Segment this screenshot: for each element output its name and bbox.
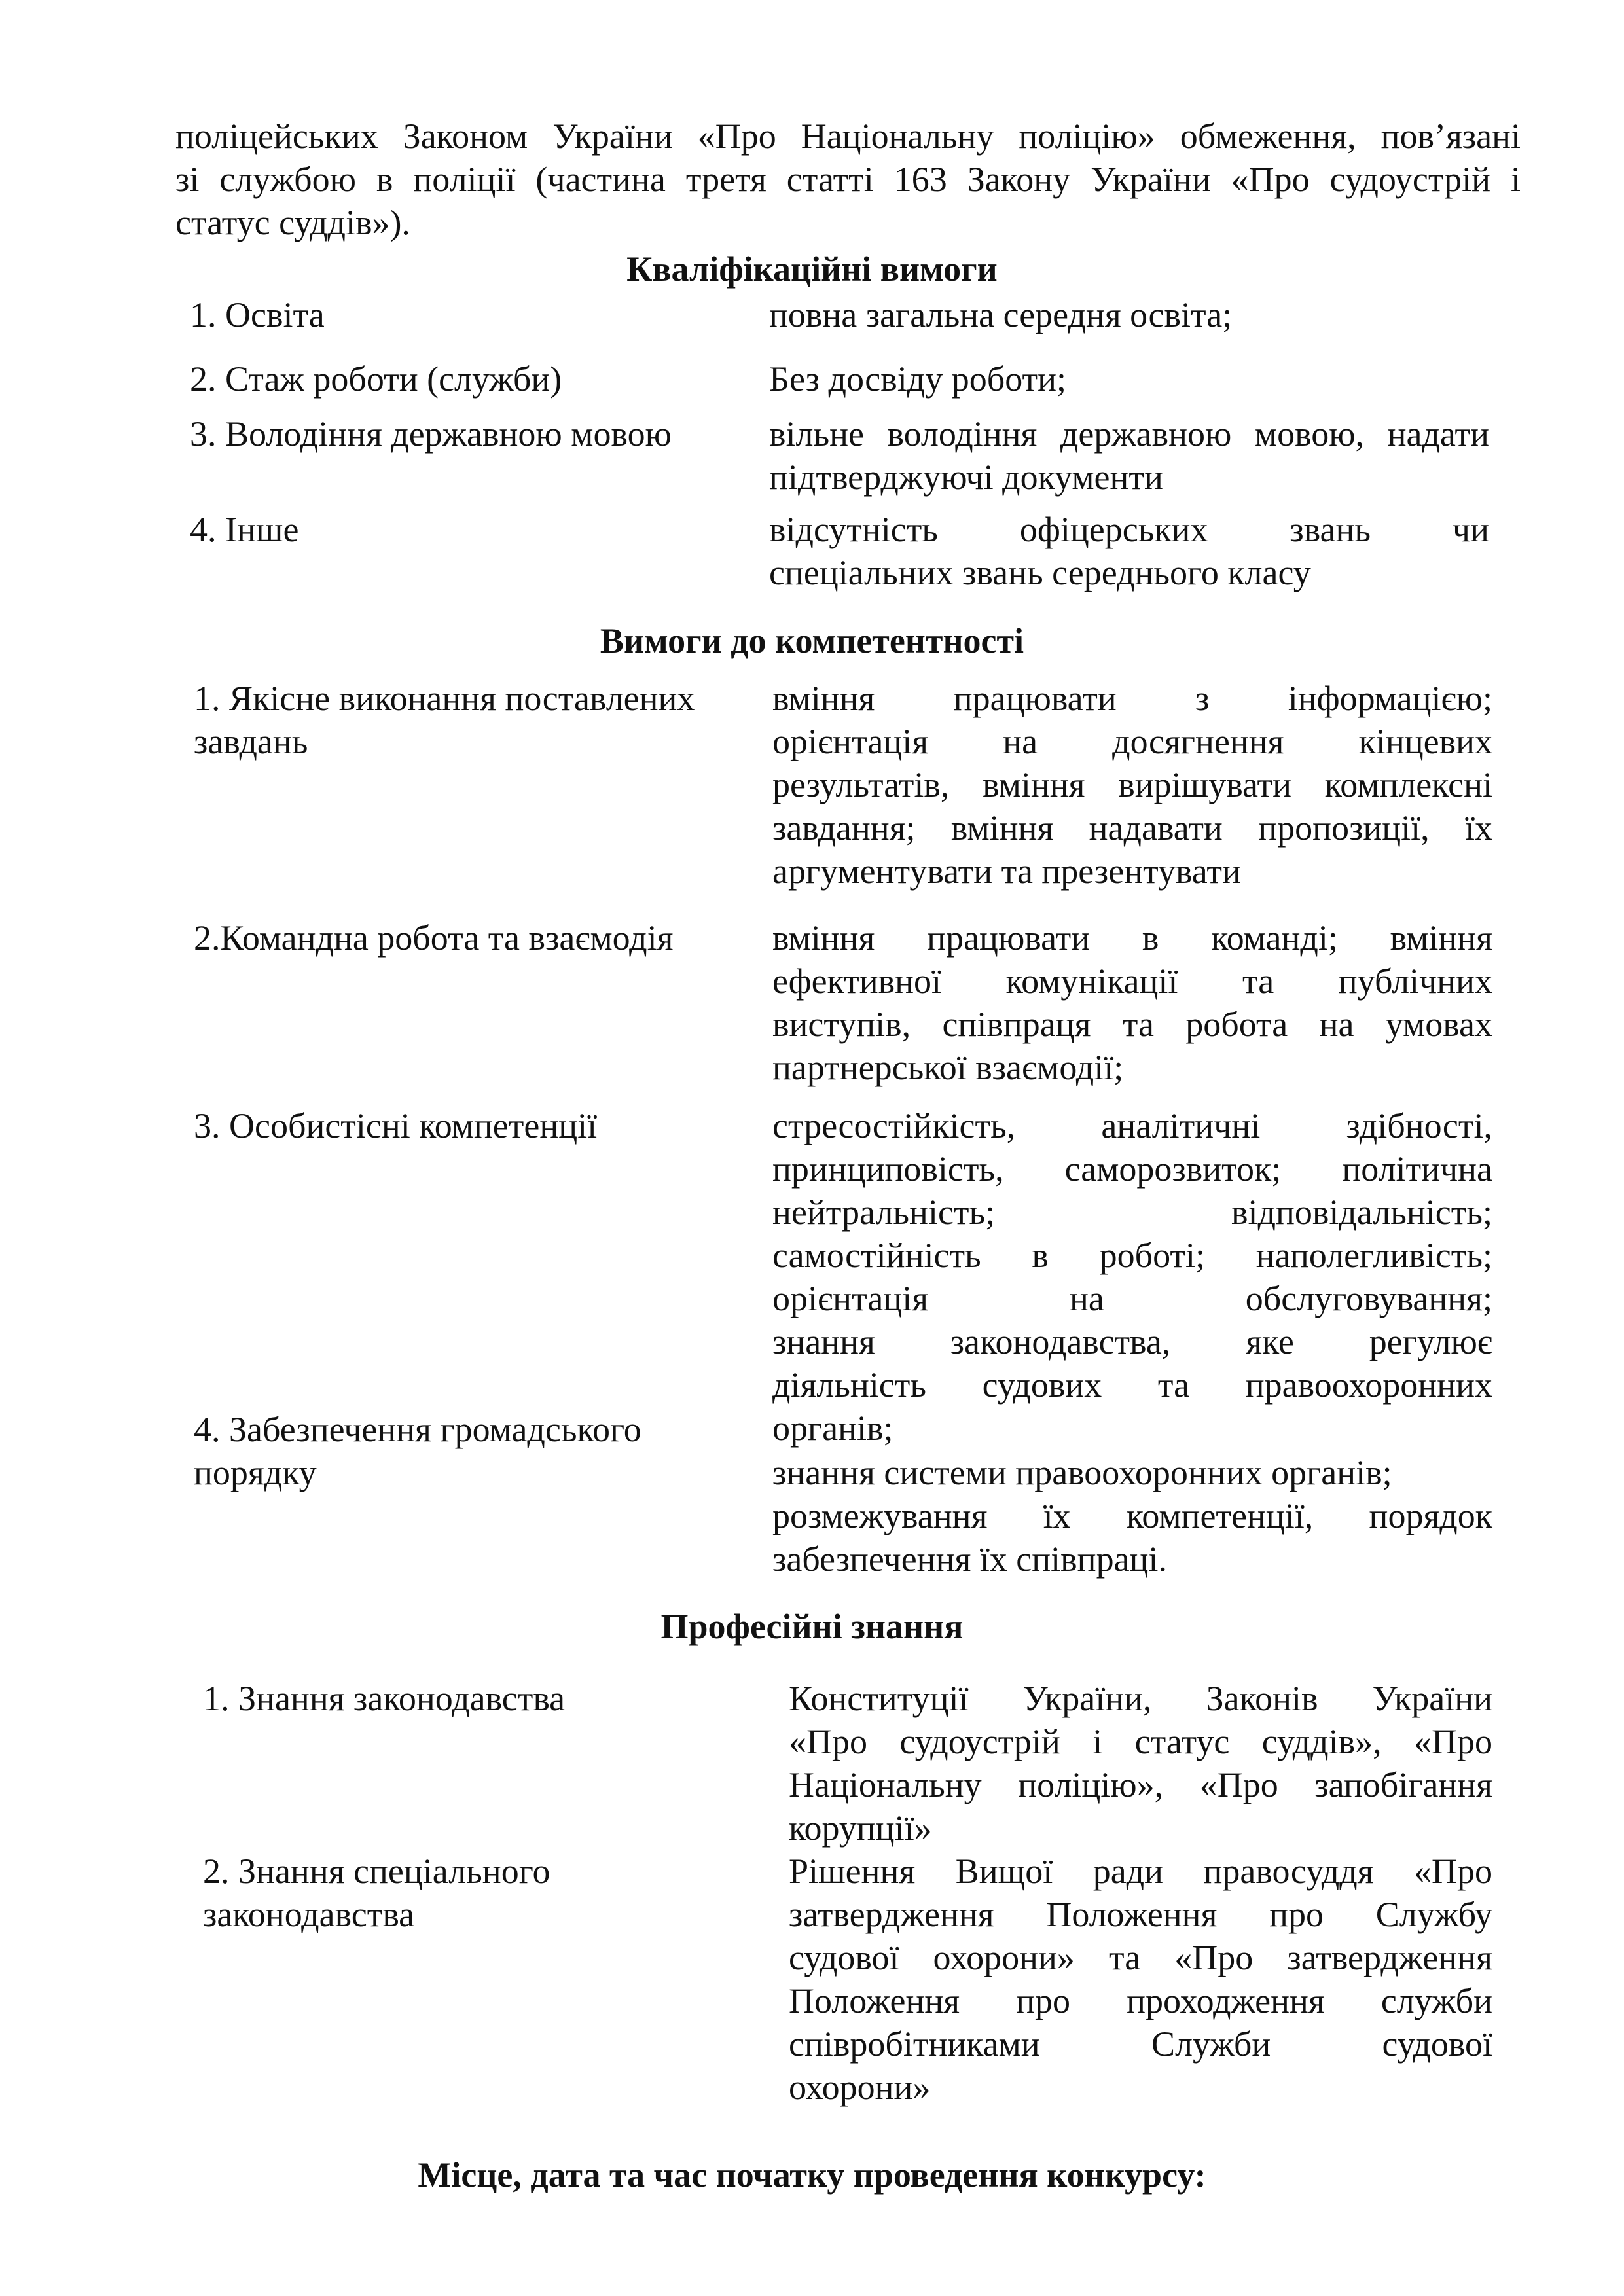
value-line: принциповість, саморозвиток; політична <box>772 1149 1492 1189</box>
row-label <box>194 1408 641 1494</box>
row-value <box>769 412 1489 499</box>
value-line: орієнтація на досягнення кінцевих <box>772 722 1492 761</box>
row-value: Без досвіду роботи; <box>769 359 1066 399</box>
row-label <box>194 916 673 960</box>
value-line: ефективної комунікації та публічних <box>772 961 1492 1001</box>
value-line: Національну поліцію», «Про запобігання <box>789 1765 1492 1804</box>
row-label <box>194 677 695 763</box>
row-value <box>772 916 1492 1089</box>
value-line: знання системи правоохоронних органів; <box>772 1453 1392 1492</box>
value-line: розмежування їх компетенції, порядок <box>772 1496 1492 1535</box>
contest-heading: Місце, дата та час початку проведення конкурсу: <box>418 2155 1206 2195</box>
row-label: 2. Стаж роботи (служби) <box>190 359 562 399</box>
intro-line: поліцейських Законом України «Про Національну поліцію» обмеження, пов’язані <box>175 117 1521 156</box>
row-label <box>203 1850 550 1936</box>
value-line: корупції» <box>789 1808 932 1848</box>
value-line: виступів, співпраця та робота на умовах <box>772 1005 1492 1044</box>
value-line: охорони» <box>789 2068 931 2107</box>
value-line: Конституції України, Законів України <box>789 1679 1492 1718</box>
label-line: 1. Якісне виконання поставлених <box>194 679 695 718</box>
row-label <box>203 1677 565 1720</box>
row-label <box>194 1104 597 1147</box>
row-value <box>772 677 1492 893</box>
value-line: спеціальних звань середнього класу <box>769 553 1311 592</box>
value-line: результатів, вміння вирішувати комплексні <box>772 765 1492 804</box>
label-line: 3. Особистісні компетенції <box>194 1106 598 1145</box>
intro-line: статус суддів»). <box>175 203 410 242</box>
value-line: відсутність офіцерських звань чи <box>769 510 1489 549</box>
qualification-heading: Кваліфікаційні вимоги <box>626 249 998 289</box>
competence-heading: Вимоги до компетентності <box>600 621 1024 660</box>
value-line: Положення про проходження служби <box>789 1981 1492 2020</box>
label-line: 4. Забезпечення громадського <box>194 1410 641 1449</box>
label-line: завдань <box>194 722 308 761</box>
label-line: порядку <box>194 1453 317 1492</box>
value-line: діяльність судових та правоохоронних <box>772 1365 1492 1405</box>
row-value <box>789 1677 1492 1850</box>
label-line: 1. Знання законодавства <box>203 1679 566 1718</box>
value-line: Рішення Вищої ради правосуддя «Про <box>789 1852 1492 1891</box>
value-line: нейтральність; відповідальність; <box>772 1193 1492 1232</box>
value-line: аргументувати та презентувати <box>772 852 1241 891</box>
intro-line: зі службою в поліції (частина третя статті 163 Закону України «Про судоустрій і <box>175 160 1521 199</box>
value-line: співробітниками Служби судової <box>789 2024 1492 2064</box>
row-value <box>789 1850 1492 2109</box>
row-value <box>772 1104 1492 1450</box>
label-line: 2.Командна робота та взаємодія <box>194 918 674 958</box>
row-value <box>769 508 1489 594</box>
row-label: 3. Володіння державною мовою <box>190 414 672 454</box>
value-line: партнерської взаємодії; <box>772 1048 1124 1087</box>
value-line: затвердження Положення про Службу <box>789 1895 1492 1934</box>
row-value: повна загальна середня освіта; <box>769 295 1233 334</box>
value-line: забезпечення їх співпраці. <box>772 1539 1167 1579</box>
value-line: органів; <box>772 1408 893 1448</box>
value-line: вільне володіння державною мовою, надати <box>769 414 1489 454</box>
value-line: підтверджуючі документи <box>769 457 1163 497</box>
value-line: вміння працювати в команді; вміння <box>772 918 1492 958</box>
label-line: 2. Знання спеціального <box>203 1852 550 1891</box>
value-line: орієнтація на обслуговування; <box>772 1279 1492 1318</box>
value-line: завдання; вміння надавати пропозиції, їх <box>772 808 1492 848</box>
value-line: «Про судоустрій і статус суддів», «Про <box>789 1722 1492 1761</box>
value-line: самостійність в роботі; наполегливість; <box>772 1236 1492 1275</box>
label-line: законодавства <box>203 1895 415 1934</box>
knowledge-heading: Професійні знання <box>660 1607 964 1646</box>
value-line: стресостійкість, аналітичні здібності, <box>772 1106 1492 1145</box>
row-value <box>772 1451 1492 1581</box>
value-line: вміння працювати з інформацією; <box>772 679 1492 718</box>
row-label: 4. Інше <box>190 510 299 549</box>
value-line: судової охорони» та «Про затвердження <box>789 1938 1492 1977</box>
value-line: знання законодавства, яке регулює <box>772 1322 1492 1361</box>
intro-paragraph <box>175 115 1521 244</box>
row-label: 1. Освіта <box>190 295 325 334</box>
